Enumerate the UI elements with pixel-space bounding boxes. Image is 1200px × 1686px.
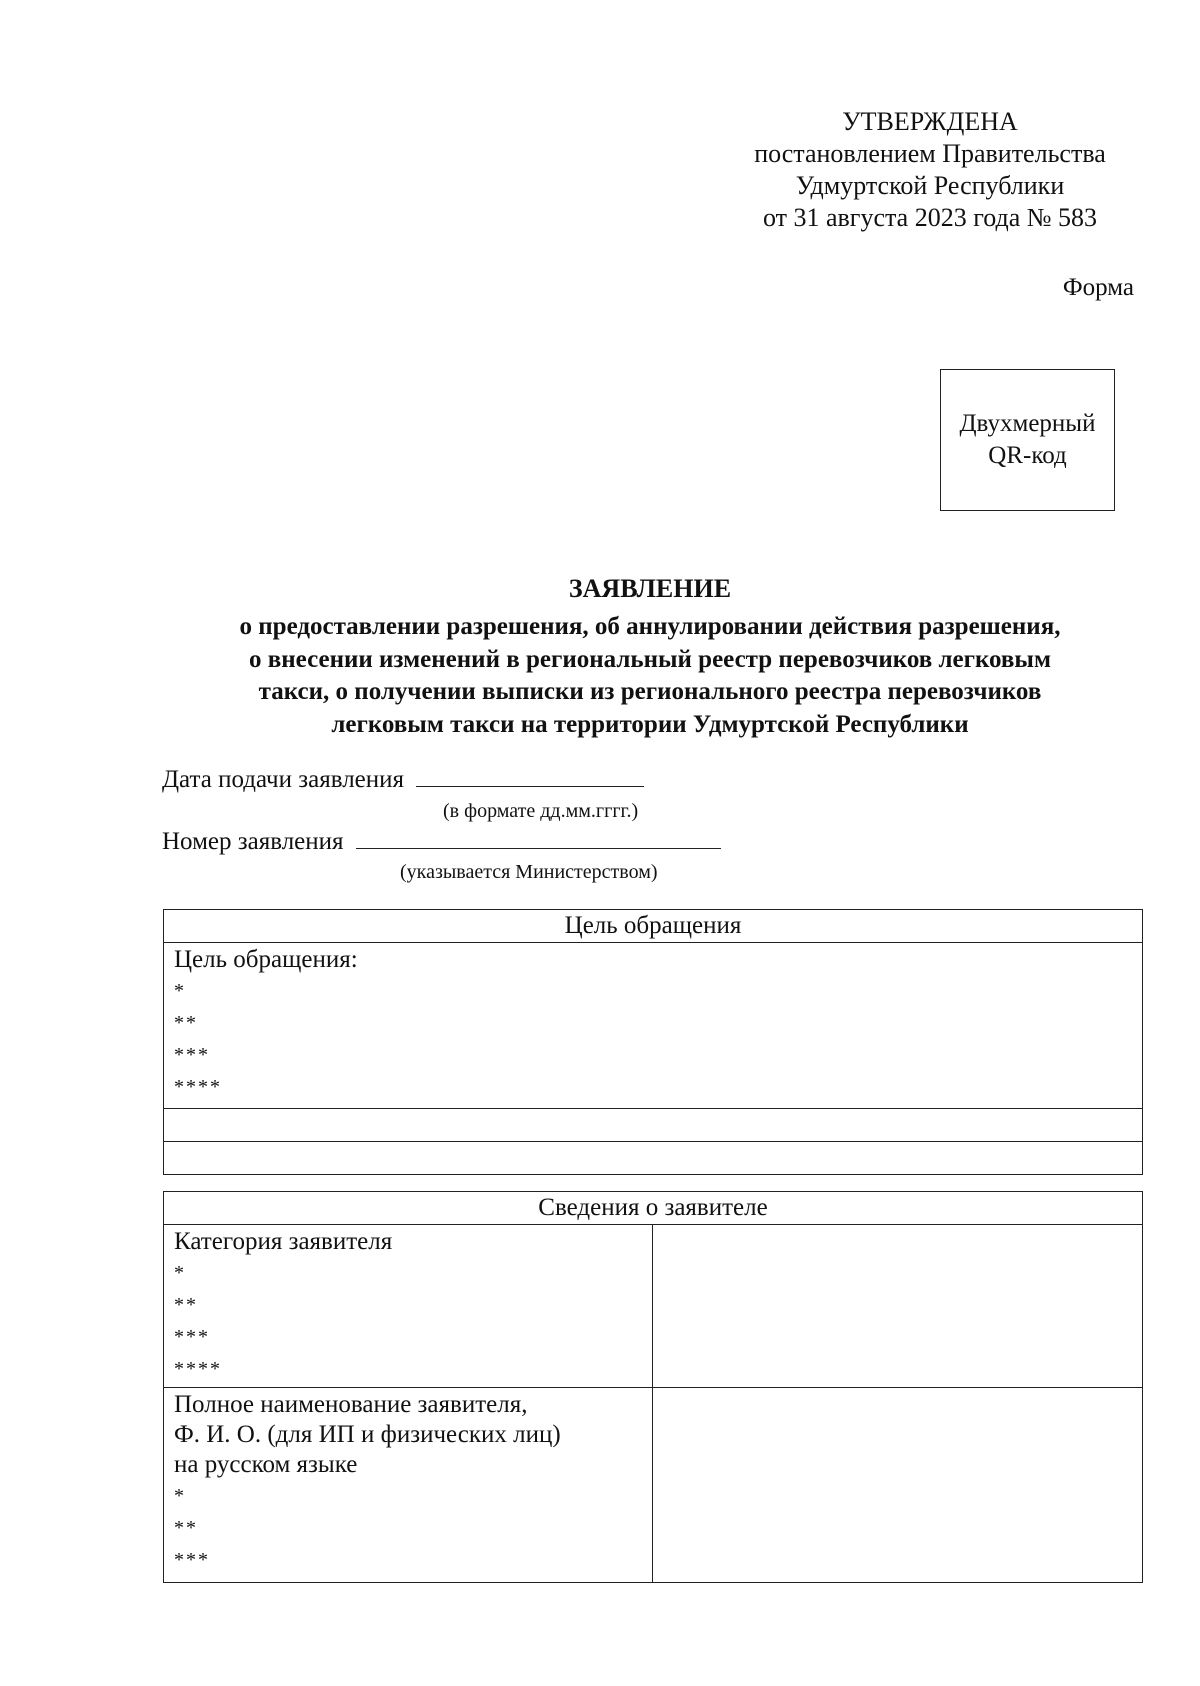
date-label: Дата подачи заявления [162,766,405,793]
category-label: Категория заявителя [174,1228,393,1255]
category-value-cell[interactable] [653,1225,1143,1388]
purpose-empty-row[interactable] [164,1109,1143,1142]
approval-line: от 31 августа 2023 года № 583 [762,203,1098,232]
subtitle-line: такси, о получении выписки из регионального реестра перевозчиков [258,678,1042,705]
applicant-table-header: Сведения о заявителе [164,1192,1143,1225]
approval-stamp [700,106,1160,234]
date-input-line[interactable] [416,764,644,787]
footnote-mark: *** [174,1549,210,1571]
approval-title: УТВЕРЖДЕНА [842,107,1018,136]
document-subtitle [160,611,1140,741]
approval-line: постановлением Правительства [754,139,1106,168]
qr-box-line: QR-код [988,442,1067,469]
purpose-cell[interactable] [164,943,1143,1109]
footnote-mark: ** [174,1517,198,1539]
subtitle-line: легковым такси на территории Удмуртской Республики [331,710,969,738]
purpose-table-header: Цель обращения [164,910,1143,943]
subtitle-line: о предоставлении разрешения, об аннулировании действия разрешения, [239,613,1061,640]
footnote-mark: **** [174,1358,222,1380]
name-label-line: Полное наименование заявителя, [174,1391,528,1418]
name-value-cell[interactable] [653,1388,1143,1583]
number-field-row [162,826,721,856]
footnote-mark: *** [174,1044,210,1066]
name-label-cell [164,1388,653,1583]
footnote-mark: * [174,1485,186,1507]
category-label-cell [164,1225,653,1388]
name-label-line: на русском языке [174,1451,358,1478]
footnote-mark: ** [174,1012,198,1034]
subtitle-line: о внесении изменений в региональный реестр перевозчиков легковым [249,645,1051,673]
footnote-mark: **** [174,1076,222,1098]
applicant-table [163,1191,1143,1583]
number-label: Номер заявления [162,828,344,855]
purpose-label: Цель обращения: [174,946,358,973]
document-title: ЗАЯВЛЕНИЕ [568,574,732,603]
purpose-empty-row[interactable] [164,1142,1143,1175]
date-hint: (в формате дд.мм.гггг.) [443,800,639,822]
form-label: Форма [1062,274,1134,301]
purpose-table [163,909,1143,1175]
number-hint: (указывается Министерством) [400,861,658,883]
qr-code-placeholder [940,369,1115,511]
qr-box-line: Двухмерный [959,410,1096,437]
number-input-line[interactable] [356,826,721,849]
approval-line: Удмуртской Республики [795,171,1065,200]
name-label-line: Ф. И. О. (для ИП и физических лиц) [174,1421,561,1448]
footnote-mark: * [174,980,186,1002]
footnote-mark: * [174,1262,186,1284]
date-field-row [162,764,644,794]
footnote-mark: *** [174,1326,210,1348]
footnote-mark: ** [174,1294,198,1316]
